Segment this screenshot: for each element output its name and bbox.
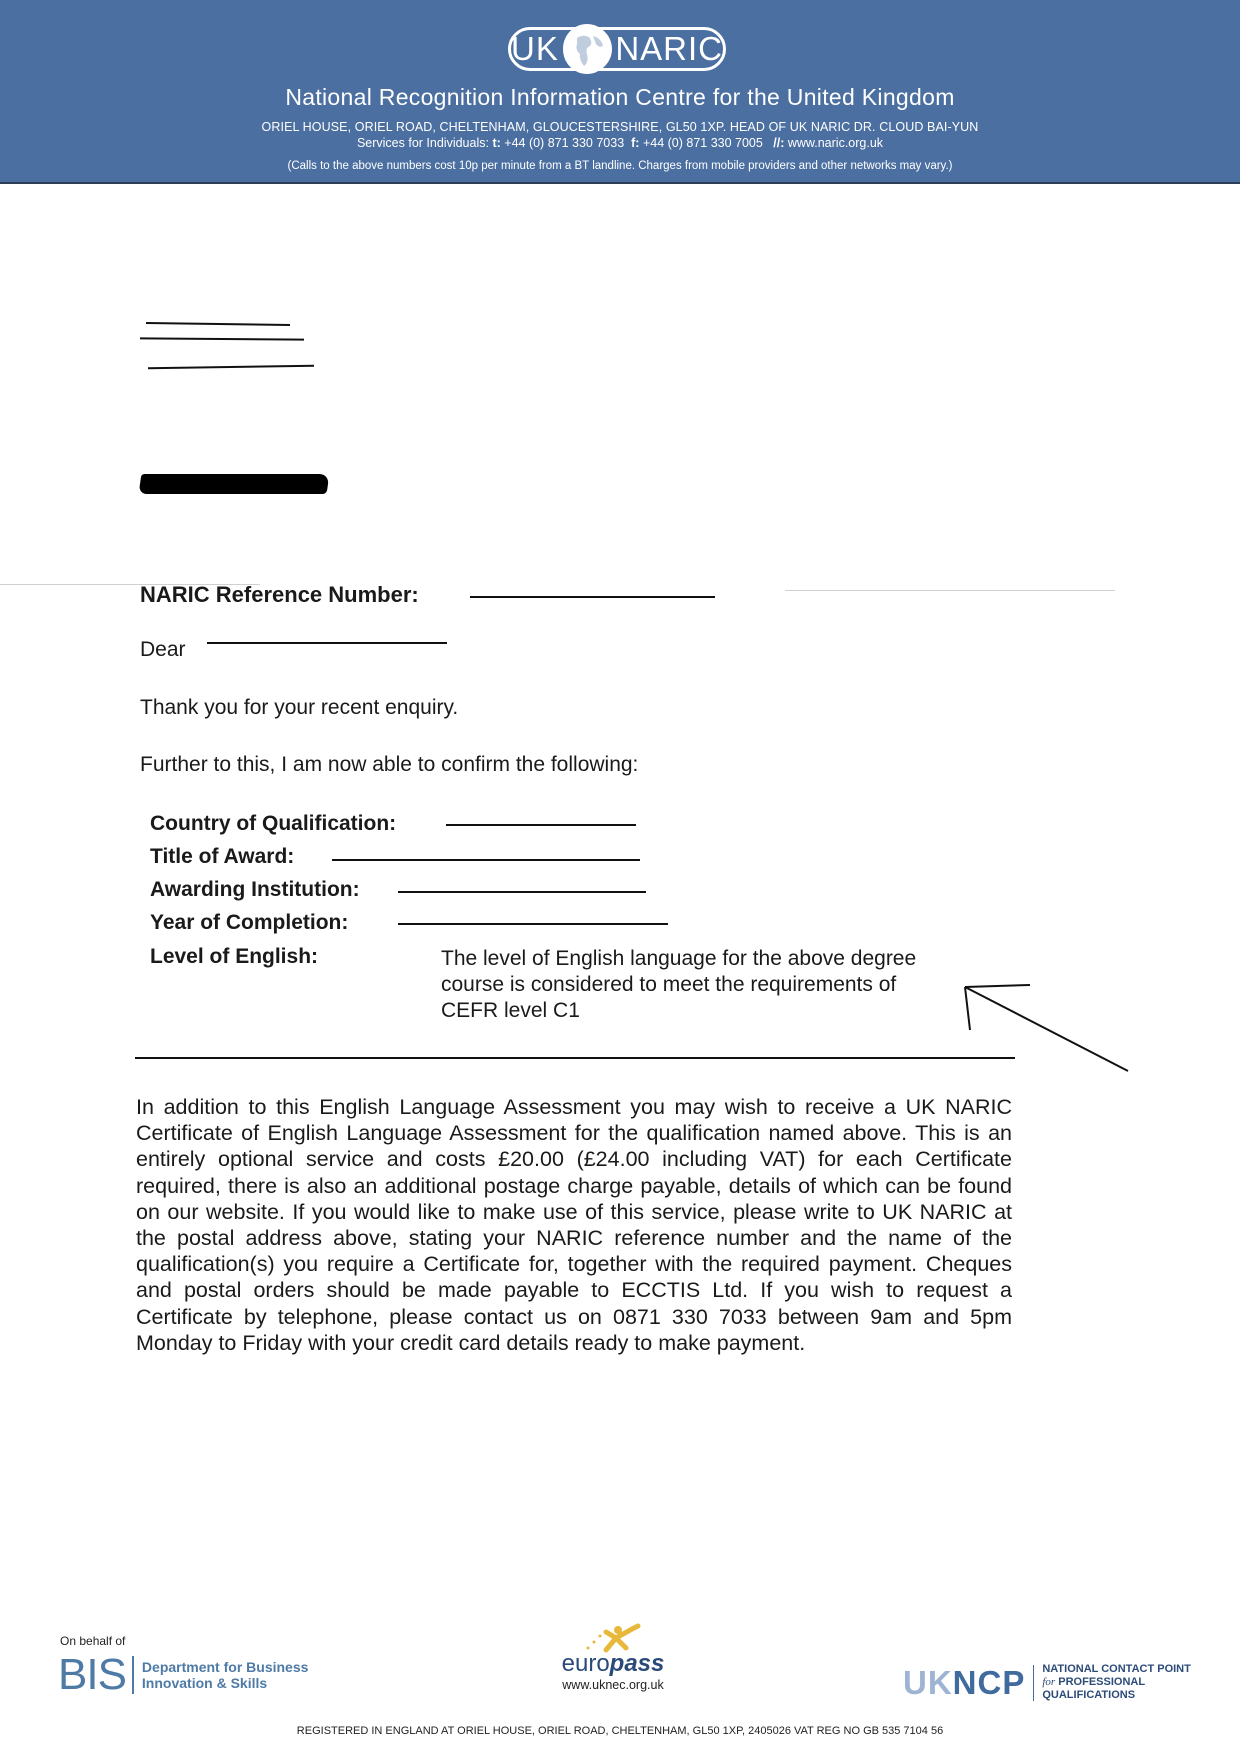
europass-bold: pass: [609, 1650, 665, 1677]
letterhead-banner: [0, 0, 1240, 184]
reference-number-redaction: [470, 596, 715, 598]
redacted-address-line-1: [146, 322, 290, 326]
contact-line: [0, 136, 1240, 150]
section-divider: [135, 1057, 1015, 1059]
contact-prefix: Services for Individuals:: [356, 136, 489, 150]
recipient-name-redaction: [207, 642, 447, 644]
call-charges-note: (Calls to the above numbers cost 10p per minute from a BT landline. Charges from mobile providers and other networks may vary.): [287, 160, 953, 172]
english-value-line: The level of English language for the above degree: [441, 947, 917, 970]
europass-url[interactable]: www.uknec.org.uk: [562, 1678, 664, 1692]
field-english-value: [441, 946, 1001, 1024]
field-title-label: Title of Award:: [150, 845, 295, 868]
handwritten-arrow-icon: [950, 975, 1130, 1075]
uk-ncp-for: for: [1042, 1676, 1056, 1688]
field-institution-redaction: [398, 891, 646, 893]
europass-logo: [548, 1620, 678, 1692]
postal-address: ORIEL HOUSE, ORIEL ROAD, CHELTENHAM, GLOUCESTERSHIRE, GL50 1XP. HEAD OF UK NARIC DR. CLOUD BAI-YUN: [261, 120, 979, 134]
certificate-offer-paragraph: In addition to this English Language Assessment you may wish to receive a UK NARIC Certificate of English Language Assessment for the qualification named above. This is an entirely optional service and costs £20.00 (£24.00 including VAT) for each Certificate required, there is also an additional postage charge payable, details of which can be found on our website. If you would like to make use of this service, please write to UK NARIC at the postal address above, stating your NARIC reference number and the name of the qualification(s) you require a Certificate for, together with the required payment. Cheques and postal orders should be made payable to ECCTIS Ltd. If you wish to request a Certificate by telephone, please contact us on 0871 330 7033 between 9am and 5pm Monday to Friday with your credit card details ready to make payment.: [136, 1095, 1012, 1355]
bis-separator: [132, 1656, 134, 1694]
on-behalf-of-label: On behalf of: [60, 1634, 126, 1648]
organisation-name: National Recognition Information Centre for the United Kingdom: [285, 84, 955, 110]
confirm-sentence: Further to this, I am now able to confirm the following:: [140, 753, 639, 776]
uk-ncp-logo: [903, 1663, 1240, 1702]
field-year-redaction: [398, 923, 668, 925]
web-label: //:: [773, 136, 785, 150]
registration-footer: REGISTERED IN ENGLAND AT ORIEL HOUSE, ORIEL ROAD, CHELTENHAM, GL50 1XP, 2405026 VAT REG NO GB 535 7104 56: [296, 1725, 944, 1737]
english-value-line: course is considered to meet the requirements of: [441, 973, 897, 996]
fax-label: f:: [631, 136, 640, 150]
uk-naric-logo: [508, 27, 726, 71]
europass-figure-icon: [576, 1620, 656, 1656]
fax-number: +44 (0) 871 330 7005: [642, 136, 763, 150]
field-year-label: Year of Completion:: [150, 911, 349, 934]
bis-mark: BIS: [58, 1650, 126, 1699]
uk-ncp-uk: UK: [903, 1663, 953, 1701]
field-country-label: Country of Qualification:: [150, 812, 397, 835]
field-title-redaction: [332, 859, 640, 861]
fold-mark-right: [785, 590, 1115, 591]
website-link[interactable]: www.naric.org.uk: [787, 136, 884, 150]
redacted-address-line-2: [140, 337, 304, 340]
uk-ncp-ncp: NCP: [952, 1663, 1026, 1701]
intro-sentence: Thank you for your recent enquiry.: [140, 696, 459, 719]
uk-ncp-line-2: PROFESSIONAL QUALIFICATIONS: [1042, 1676, 1145, 1701]
logo-text-naric: NARIC: [615, 30, 723, 67]
english-value-line: CEFR level C1: [441, 999, 580, 1022]
tel-label: t:: [492, 136, 501, 150]
field-institution-label: Awarding Institution:: [150, 878, 360, 901]
field-english-label: Level of English:: [150, 945, 319, 968]
salutation: Dear: [140, 638, 186, 661]
logo-text-uk: UK: [511, 30, 559, 67]
globe-icon: [563, 24, 611, 74]
europass-light: euro: [561, 1650, 610, 1677]
uk-ncp-separator: [1033, 1665, 1034, 1701]
uk-ncp-text: [1042, 1663, 1240, 1702]
bis-logo: [58, 1650, 309, 1699]
bis-line-2: Innovation & Skills: [141, 1675, 268, 1691]
reference-number-label: NARIC Reference Number:: [140, 582, 419, 607]
redacted-address-line-3: [148, 365, 314, 370]
bis-line-1: Department for Business: [141, 1659, 309, 1675]
uk-ncp-line-1: NATIONAL CONTACT POINT: [1042, 1663, 1191, 1675]
field-country-redaction: [446, 824, 636, 826]
bis-text: [142, 1659, 308, 1691]
redacted-date: [139, 474, 330, 494]
telephone-number: +44 (0) 871 330 7033: [504, 136, 625, 150]
